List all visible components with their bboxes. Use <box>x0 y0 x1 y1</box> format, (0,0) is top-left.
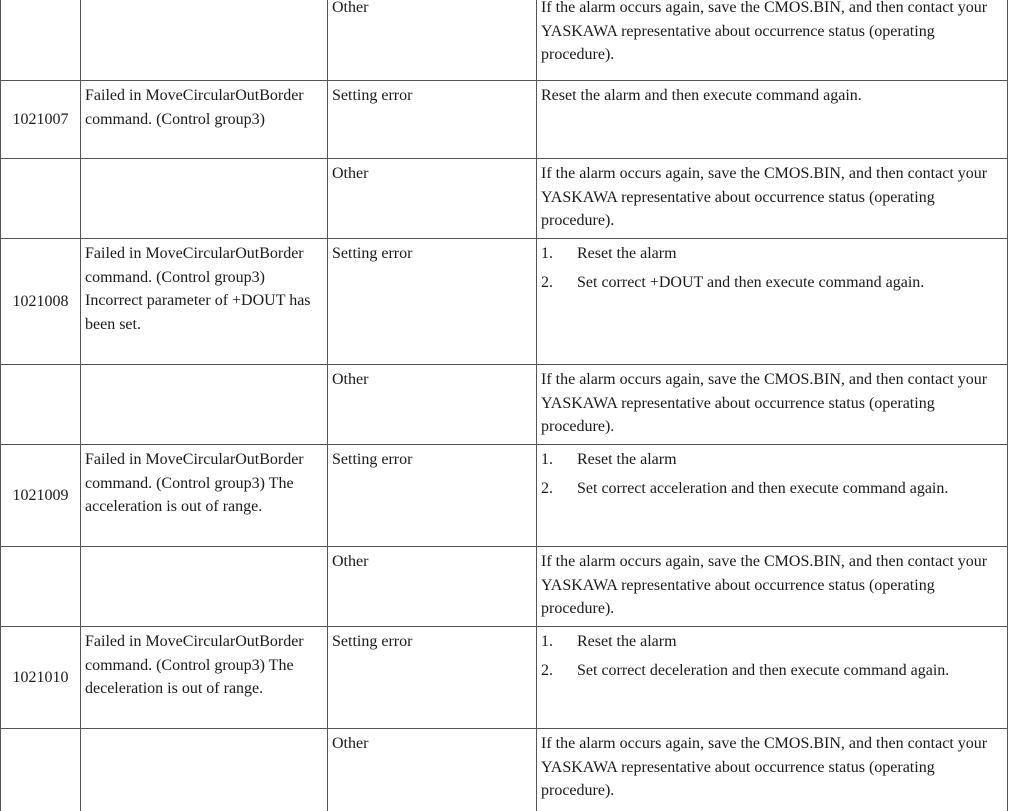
table-row <box>1 239 1008 365</box>
table-row <box>1 729 1008 811</box>
step-text: Reset the alarm <box>577 451 677 468</box>
alarm-cause-cell: Other <box>328 365 537 445</box>
alarm-remedy-cell: If the alarm occurs again, save the CMOS.BIN, and then contact your YASKAWA representative about occurrence status (operating procedure). <box>537 159 1008 239</box>
step-number: 2. <box>541 274 553 291</box>
step-text: Reset the alarm <box>577 245 677 262</box>
alarm-remedy-cell: If the alarm occurs again, save the CMOS.BIN, and then contact your YASKAWA representative about occurrence status (operating procedure). <box>537 547 1008 627</box>
step-number: 2. <box>541 662 553 679</box>
table-row <box>1 547 1008 627</box>
step-number: 1. <box>541 633 553 650</box>
alarm-cause-cell: Other <box>328 547 537 627</box>
alarm-code-cell: 1021010 <box>1 627 81 729</box>
remedy-steps <box>541 630 1003 683</box>
alarm-code-cell <box>1 159 81 239</box>
alarm-cause-cell: Setting error <box>328 81 537 159</box>
alarm-remedy-cell <box>537 239 1008 365</box>
step-number: 1. <box>541 245 553 262</box>
alarm-name-cell: Failed in MoveCircularOutBorder command. (Control group3) <box>81 81 328 159</box>
alarm-remedy-cell <box>537 445 1008 547</box>
step-text: Set correct acceleration and then execute command again. <box>577 480 949 497</box>
alarm-remedy-cell: If the alarm occurs again, save the CMOS.BIN, and then contact your YASKAWA representative about occurrence status (operating procedure). <box>537 365 1008 445</box>
alarm-code-cell: 1021009 <box>1 445 81 547</box>
remedy-step <box>541 271 1003 295</box>
alarm-name-cell: Failed in MoveCircularOutBorder command. (Control group3) The acceleration is out of range. <box>81 445 328 547</box>
step-text: Reset the alarm <box>577 633 677 650</box>
remedy-steps <box>541 448 1003 501</box>
alarm-cause-cell: Setting error <box>328 239 537 365</box>
alarm-remedy-cell: If the alarm occurs again, save the CMOS.BIN, and then contact your YASKAWA representative about occurrence status (operating procedure). <box>537 0 1008 81</box>
step-text: Set correct deceleration and then execute command again. <box>577 662 950 679</box>
remedy-step <box>541 630 1003 654</box>
alarm-code-cell: 1021007 <box>1 81 81 159</box>
remedy-step <box>541 448 1003 472</box>
alarm-remedy-cell: If the alarm occurs again, save the CMOS.BIN, and then contact your YASKAWA representative about occurrence status (operating procedure). <box>537 729 1008 811</box>
alarm-name-cell <box>81 0 328 81</box>
alarm-cause-cell: Other <box>328 729 537 811</box>
remedy-step <box>541 659 1003 683</box>
alarm-remedy-cell <box>537 627 1008 729</box>
remedy-step <box>541 242 1003 266</box>
alarm-name-cell <box>81 365 328 445</box>
alarm-code-cell <box>1 729 81 811</box>
table-row <box>1 365 1008 445</box>
alarm-name-cell <box>81 729 328 811</box>
alarm-code-cell <box>1 365 81 445</box>
step-text: Set correct +DOUT and then execute command again. <box>577 274 925 291</box>
table-row <box>1 445 1008 547</box>
step-number: 1. <box>541 451 553 468</box>
step-number: 2. <box>541 480 553 497</box>
alarm-code-cell: 1021008 <box>1 239 81 365</box>
remedy-steps <box>541 242 1003 295</box>
alarm-cause-cell: Setting error <box>328 627 537 729</box>
alarm-name-cell <box>81 547 328 627</box>
remedy-step <box>541 477 1003 501</box>
alarm-name-cell <box>81 159 328 239</box>
alarm-cause-cell: Other <box>328 159 537 239</box>
alarm-code-cell <box>1 0 81 81</box>
alarm-name-cell: Failed in MoveCircularOutBorder command. (Control group3) The deceleration is out of range. <box>81 627 328 729</box>
alarm-code-cell <box>1 547 81 627</box>
table-row <box>1 81 1008 159</box>
alarm-name-cell: Failed in MoveCircularOutBorder command. (Control group3) Incorrect parameter of +DOUT has been set. <box>81 239 328 365</box>
alarm-cause-cell: Setting error <box>328 445 537 547</box>
alarm-cause-cell: Other <box>328 0 537 81</box>
table-row <box>1 159 1008 239</box>
table-row <box>1 0 1008 81</box>
alarm-remedy-cell: Reset the alarm and then execute command again. <box>537 81 1008 159</box>
table-row <box>1 627 1008 729</box>
